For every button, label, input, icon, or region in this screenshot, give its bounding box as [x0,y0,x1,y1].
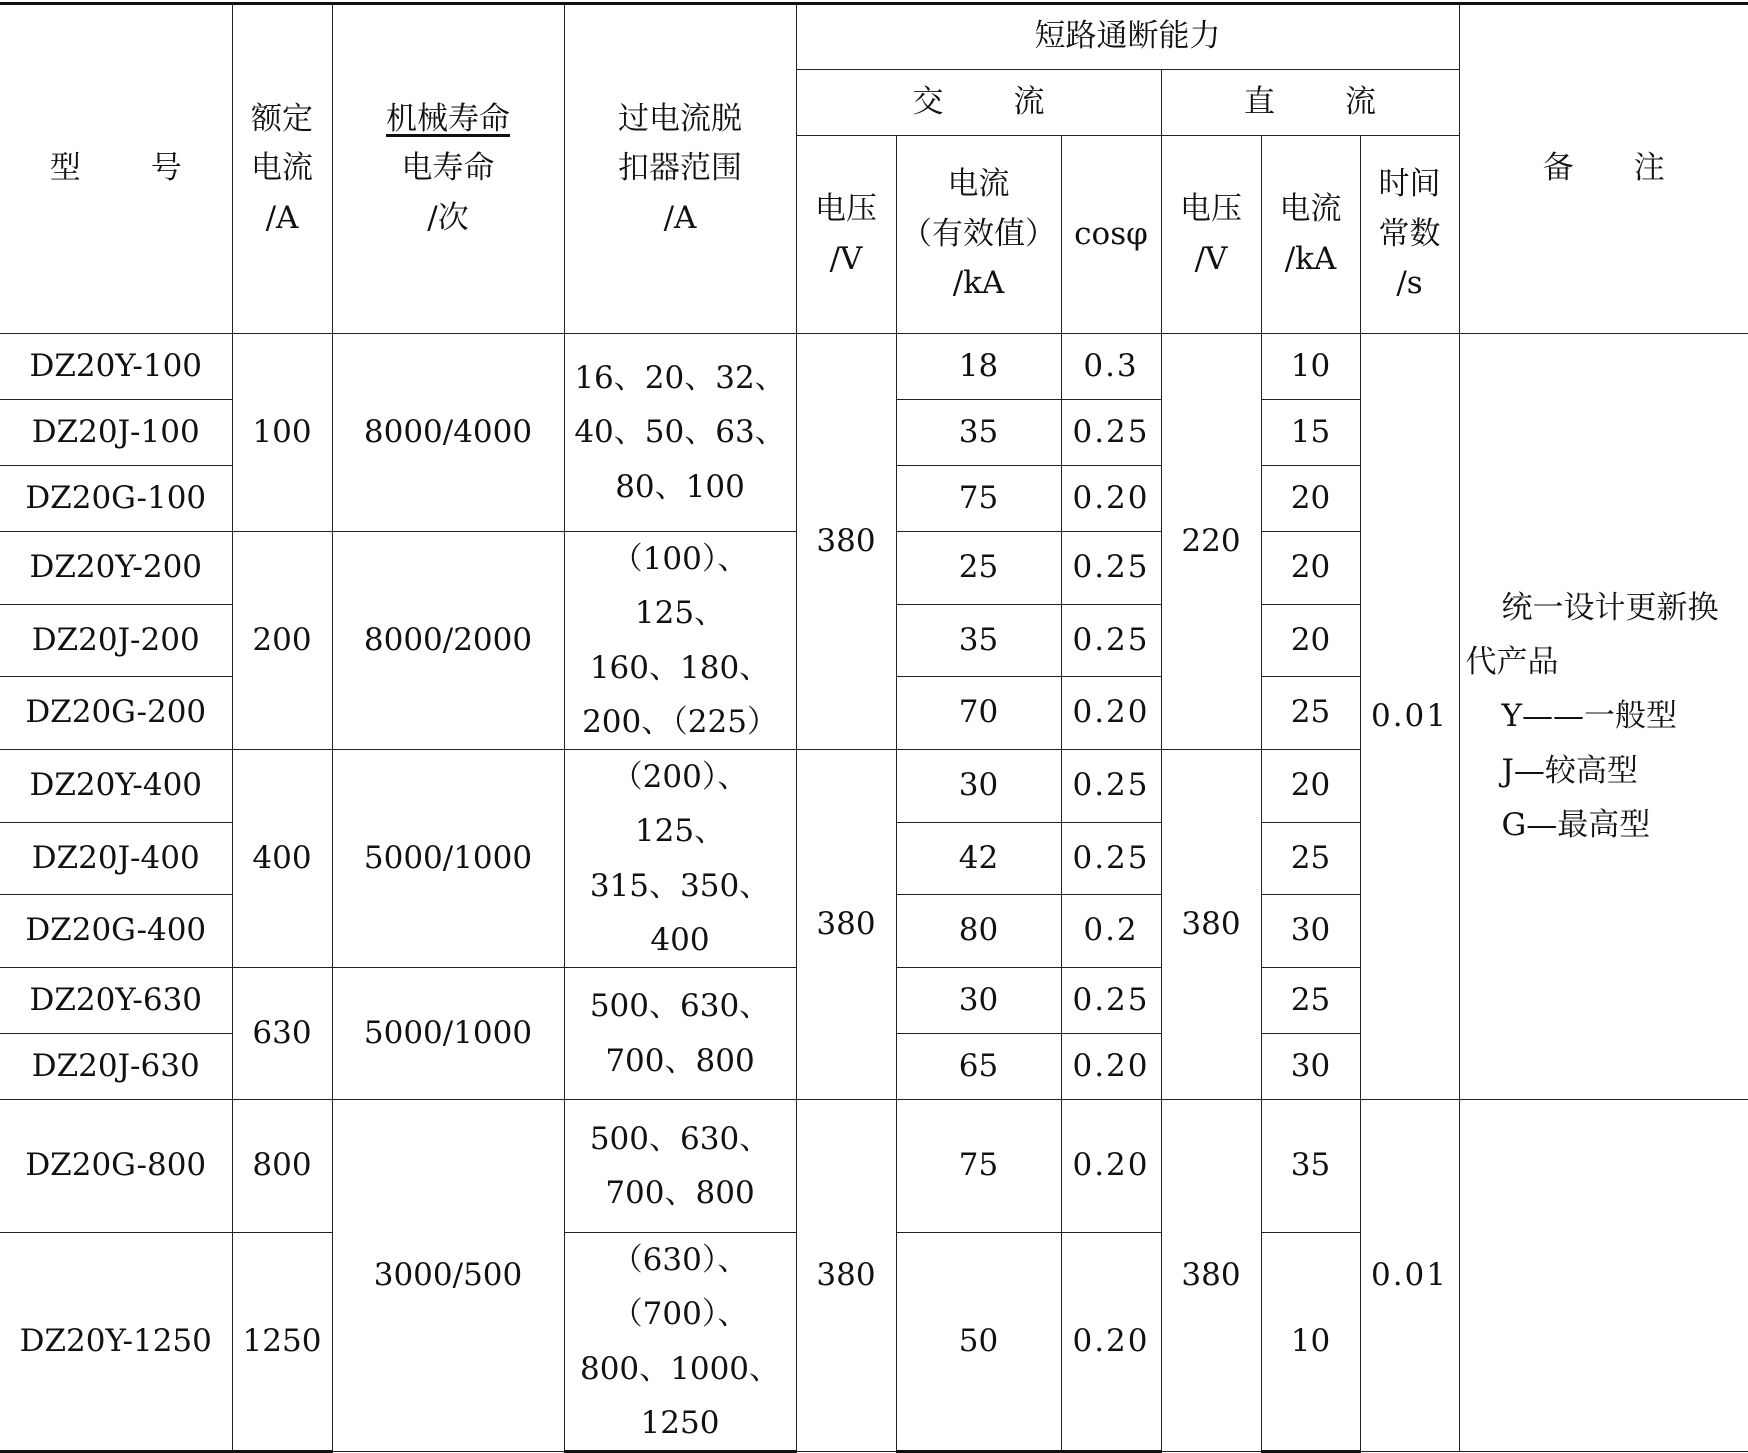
trip-range-cell: 500、630、 700、800 [564,1100,796,1233]
model-cell: DZ20J-100 [0,400,232,466]
cosphi-cell: 0.20 [1061,677,1161,750]
trip-range-cell: （100）、125、 160、180、 200、（225） [564,532,796,750]
header-remarks: 备 注 [1459,4,1748,334]
cosphi-cell: 0.25 [1061,822,1161,895]
ac-voltage-cell: 380 [796,750,896,1100]
rated-current-cell: 1250 [232,1233,332,1452]
model-cell: DZ20Y-400 [0,750,232,823]
ac-current-cell: 30 [896,968,1061,1034]
cosphi-cell: 0.20 [1061,466,1161,532]
cosphi-cell: 0.25 [1061,968,1161,1034]
ac-current-cell: 25 [896,532,1061,605]
life-cell: 8000/2000 [332,532,564,750]
model-cell: DZ20Y-1250 [0,1233,232,1452]
trip-range-cell: （200）、125、 315、350、 400 [564,750,796,968]
ac-current-cell: 30 [896,750,1061,823]
dc-current-cell: 20 [1261,466,1360,532]
dc-current-cell: 35 [1261,1100,1360,1233]
ac-current-cell: 50 [896,1233,1061,1452]
header-dc-current: 电流 /kA [1261,136,1360,334]
dc-current-cell: 30 [1261,1034,1360,1100]
header-trip-range: 过电流脱 扣器范围 /A [564,4,796,334]
dc-current-cell: 20 [1261,532,1360,605]
breaker-spec-table [0,2,1748,1453]
model-cell: DZ20J-200 [0,604,232,677]
model-cell: DZ20G-800 [0,1100,232,1233]
header-ac-current: 电流 （有效值） /kA [896,136,1061,334]
ac-voltage-cell: 380 [796,334,896,750]
ac-current-cell: 80 [896,895,1061,968]
model-cell: DZ20G-200 [0,677,232,750]
time-constant-cell: 0.01 [1360,1100,1459,1452]
cosphi-cell: 0.25 [1061,400,1161,466]
trip-range-cell: 16、20、32、 40、50、63、 80、100 [564,334,796,532]
cosphi-cell: 0.20 [1061,1034,1161,1100]
header-life: 机械寿命 电寿命 /次 [332,4,564,334]
dc-current-cell: 20 [1261,750,1360,823]
model-cell: DZ20Y-630 [0,968,232,1034]
cosphi-cell: 0.2 [1061,895,1161,968]
cosphi-cell: 0.20 [1061,1100,1161,1233]
header-cosphi: cosφ [1061,136,1161,334]
life-cell: 5000/1000 [332,968,564,1100]
ac-current-cell: 70 [896,677,1061,750]
dc-voltage-cell: 220 [1161,334,1261,750]
ac-current-cell: 18 [896,334,1061,400]
dc-current-cell: 25 [1261,822,1360,895]
dc-current-cell: 10 [1261,1233,1360,1452]
ac-voltage-cell: 380 [796,1100,896,1452]
model-cell: DZ20G-100 [0,466,232,532]
header-dc-voltage: 电压 /V [1161,136,1261,334]
header-ac: 交 流 [796,70,1161,136]
ac-current-cell: 35 [896,604,1061,677]
header-rated-current: 额定 电流 /A [232,4,332,334]
header-elec-life: 电寿命 [401,150,495,187]
header-time-constant: 时间 常数 /s [1360,136,1459,334]
table-row [0,334,1748,400]
header-ac-voltage: 电压 /V [796,136,896,334]
rated-current-cell: 800 [232,1100,332,1233]
cosphi-cell: 0.3 [1061,334,1161,400]
cosphi-cell: 0.20 [1061,1233,1161,1452]
ac-current-cell: 75 [896,1100,1061,1233]
cosphi-cell: 0.25 [1061,604,1161,677]
dc-current-cell: 15 [1261,400,1360,466]
trip-range-cell: （630）、（700）、 800、1000、 1250 [564,1233,796,1452]
life-cell: 5000/1000 [332,750,564,968]
cosphi-cell: 0.25 [1061,532,1161,605]
ac-current-cell: 42 [896,822,1061,895]
rated-current-cell: 200 [232,532,332,750]
ac-current-cell: 65 [896,1034,1061,1100]
dc-current-cell: 25 [1261,968,1360,1034]
dc-current-cell: 30 [1261,895,1360,968]
dc-current-cell: 25 [1261,677,1360,750]
ac-current-cell: 75 [896,466,1061,532]
rated-current-cell: 100 [232,334,332,532]
header-model: 型 号 [0,4,232,334]
table-row [0,1100,1748,1233]
life-cell: 3000/500 [332,1100,564,1452]
header-mech-life: 机械寿命 [386,100,510,137]
dc-current-cell: 20 [1261,604,1360,677]
rated-current-cell: 630 [232,968,332,1100]
remarks-cell-empty [1459,1100,1748,1452]
model-cell: DZ20Y-200 [0,532,232,605]
dc-current-cell: 10 [1261,334,1360,400]
model-cell: DZ20Y-100 [0,334,232,400]
trip-range-cell: 500、630、 700、800 [564,968,796,1100]
ac-current-cell: 35 [896,400,1061,466]
dc-voltage-cell: 380 [1161,1100,1261,1452]
model-cell: DZ20J-400 [0,822,232,895]
header-dc: 直 流 [1161,70,1459,136]
model-cell: DZ20G-400 [0,895,232,968]
header-row-1 [0,4,1748,70]
header-breaking-capacity: 短路通断能力 [796,4,1459,70]
time-constant-cell: 0.01 [1360,334,1459,1100]
cosphi-cell: 0.25 [1061,750,1161,823]
life-cell: 8000/4000 [332,334,564,532]
model-cell: DZ20J-630 [0,1034,232,1100]
rated-current-cell: 400 [232,750,332,968]
remarks-cell: 统一设计更新换 代产品 Y——一般型 J—较高型 G—最高型 [1459,334,1748,1100]
dc-voltage-cell: 380 [1161,750,1261,1100]
